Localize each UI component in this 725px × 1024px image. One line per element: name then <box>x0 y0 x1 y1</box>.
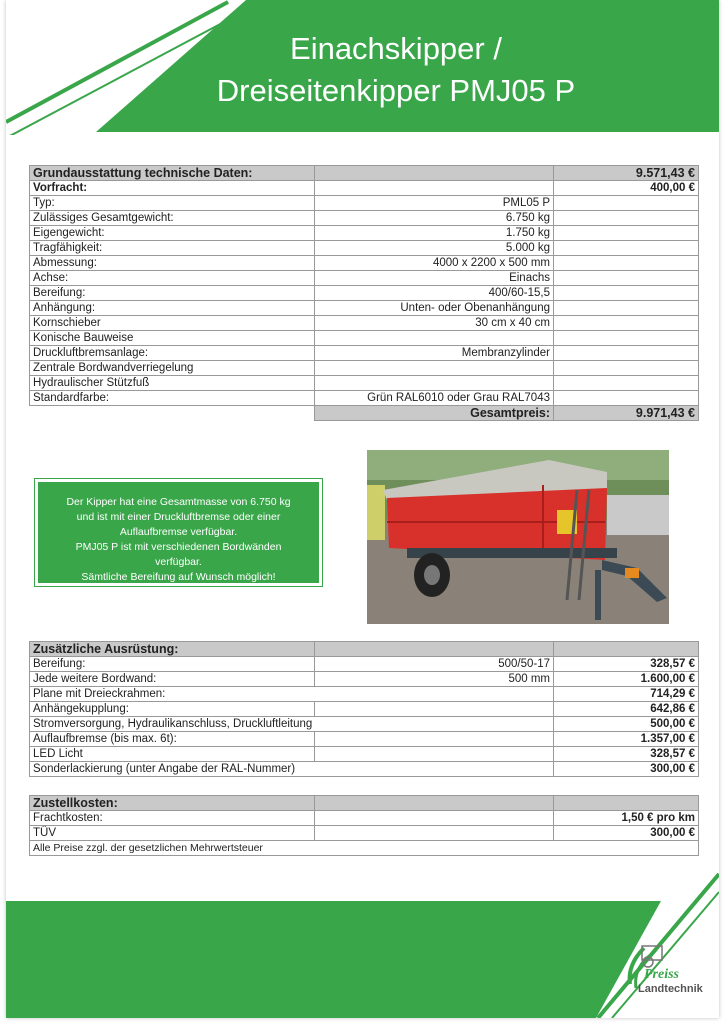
spec-label: Kornschieber <box>30 316 315 331</box>
spec-value: 4000 x 2200 x 500 mm <box>315 256 554 271</box>
extra-row <box>30 747 699 762</box>
title-line-1: Einachskipper / <box>290 31 502 66</box>
basic-specs-table <box>29 165 699 421</box>
vorfracht-row <box>30 181 699 196</box>
spec-label: Bereifung: <box>30 286 315 301</box>
extra-label: Bereifung: <box>30 657 315 672</box>
spec-row <box>30 346 699 361</box>
spec-label: Eigengewicht: <box>30 226 315 241</box>
extra-price: 500,00 € <box>554 717 699 732</box>
delivery-row <box>30 826 699 841</box>
extra-price: 328,57 € <box>554 657 699 672</box>
extra-price: 1.600,00 € <box>554 672 699 687</box>
trailer-photo <box>367 450 669 624</box>
info-box <box>35 479 322 586</box>
spec-value: Membranzylinder <box>315 346 554 361</box>
spec-value: Einachs <box>315 271 554 286</box>
spec-value <box>315 331 554 346</box>
extra-value: 500 mm <box>315 672 554 687</box>
total-price: 9.971,43 € <box>554 406 699 421</box>
logo-line-1: Preiss <box>644 967 679 982</box>
spec-label: Abmessung: <box>30 256 315 271</box>
extra-row <box>30 717 699 732</box>
company-logo <box>614 940 706 996</box>
info-line: verfügbar. <box>155 556 202 568</box>
spec-value: 6.750 kg <box>315 211 554 226</box>
spec-row <box>30 241 699 256</box>
vat-note: Alle Preise zzgl. der gesetzlichen Mehrwertsteuer <box>30 841 699 856</box>
extra-price: 714,29 € <box>554 687 699 702</box>
spec-value: 30 cm x 40 cm <box>315 316 554 331</box>
spec-row <box>30 391 699 406</box>
delivery-price: 300,00 € <box>554 826 699 841</box>
spec-label: Tragfähigkeit: <box>30 241 315 256</box>
extra-label: Auflaufbremse (bis max. 6t): <box>30 732 315 747</box>
vorfracht-label: Vorfracht: <box>30 181 315 196</box>
spec-row <box>30 376 699 391</box>
spec-row <box>30 271 699 286</box>
logo-line-2: Landtechnik <box>638 983 703 995</box>
spec-value: PML05 P <box>315 196 554 211</box>
spec-label: Zulässiges Gesamtgewicht: <box>30 211 315 226</box>
spec-label: Typ: <box>30 196 315 211</box>
spec-value: 1.750 kg <box>315 226 554 241</box>
vat-note-row <box>30 841 699 856</box>
spec-row <box>30 226 699 241</box>
spec-value: Unten- oder Obenanhängung <box>315 301 554 316</box>
delivery-label: TÜV <box>30 826 315 841</box>
spec-value: Grün RAL6010 oder Grau RAL7043 <box>315 391 554 406</box>
spec-value: 5.000 kg <box>315 241 554 256</box>
extra-row <box>30 762 699 777</box>
vorfracht-price: 400,00 € <box>554 181 699 196</box>
extra-price: 300,00 € <box>554 762 699 777</box>
total-label: Gesamtpreis: <box>315 406 554 421</box>
page <box>6 0 719 1018</box>
extra-value <box>315 732 554 747</box>
delivery-header-row <box>30 796 699 811</box>
spec-label: Hydraulischer Stützfuß <box>30 376 315 391</box>
spec-value: 400/60-15,5 <box>315 286 554 301</box>
extra-price: 1.357,00 € <box>554 732 699 747</box>
spec-label: Anhängung: <box>30 301 315 316</box>
spec-value <box>315 361 554 376</box>
extra-label: LED Licht <box>30 747 315 762</box>
spec-row <box>30 316 699 331</box>
spec-row <box>30 361 699 376</box>
spec-row <box>30 301 699 316</box>
delivery-costs-table <box>29 795 699 856</box>
basic-header-row <box>30 166 699 181</box>
extra-price: 328,57 € <box>554 747 699 762</box>
title-line-2: Dreiseitenkipper PMJ05 P <box>216 73 576 108</box>
extra-header-label: Zusätzliche Ausrüstung: <box>30 642 315 657</box>
extra-value <box>315 747 554 762</box>
delivery-row <box>30 811 699 826</box>
spec-row <box>30 286 699 301</box>
delivery-label: Frachtkosten: <box>30 811 315 826</box>
total-row <box>30 406 699 421</box>
spec-label: Standardfarbe: <box>30 391 315 406</box>
delivery-price: 1,50 € pro km <box>554 811 699 826</box>
extra-header-row <box>30 642 699 657</box>
info-line: Auflaufbremse verfügbar. <box>119 526 238 538</box>
info-line: PMJ05 P ist mit verschiedenen Bordwänden <box>75 541 282 553</box>
extra-label: Jede weitere Bordwand: <box>30 672 315 687</box>
footer-banner <box>6 868 719 1018</box>
spec-row <box>30 256 699 271</box>
extra-row <box>30 702 699 717</box>
basic-header-label: Grundausstattung technische Daten: <box>30 166 315 181</box>
extra-row <box>30 687 699 702</box>
extra-price: 642,86 € <box>554 702 699 717</box>
extra-row <box>30 672 699 687</box>
extra-equipment-table <box>29 641 699 777</box>
extra-row <box>30 732 699 747</box>
extra-label: Sonderlackierung (unter Angabe der RAL-Nummer) <box>30 762 554 777</box>
spec-label: Zentrale Bordwandverriegelung <box>30 361 315 376</box>
extra-label: Stromversorgung, Hydraulikanschluss, Druckluftleitung <box>30 717 554 732</box>
info-line: Sämtliche Bereifung auf Wunsch möglich! <box>81 571 276 583</box>
delivery-header-label: Zustellkosten: <box>30 796 315 811</box>
spec-row <box>30 211 699 226</box>
spec-label: Druckluftbremsanlage: <box>30 346 315 361</box>
header-banner <box>6 0 719 135</box>
spec-label: Konische Bauweise <box>30 331 315 346</box>
extra-label: Plane mit Dreieckrahmen: <box>30 687 554 702</box>
info-line: Der Kipper hat eine Gesamtmasse von 6.750 kg <box>66 496 291 508</box>
spec-row <box>30 196 699 211</box>
extra-row <box>30 657 699 672</box>
spec-value <box>315 376 554 391</box>
extra-value <box>315 702 554 717</box>
info-line: und ist mit einer Druckluftbremse oder einer <box>76 511 281 523</box>
spec-row <box>30 331 699 346</box>
page-title <box>176 28 616 112</box>
extra-value: 500/50-17 <box>315 657 554 672</box>
spec-label: Achse: <box>30 271 315 286</box>
extra-label: Anhängekupplung: <box>30 702 315 717</box>
basic-header-price: 9.571,43 € <box>554 166 699 181</box>
